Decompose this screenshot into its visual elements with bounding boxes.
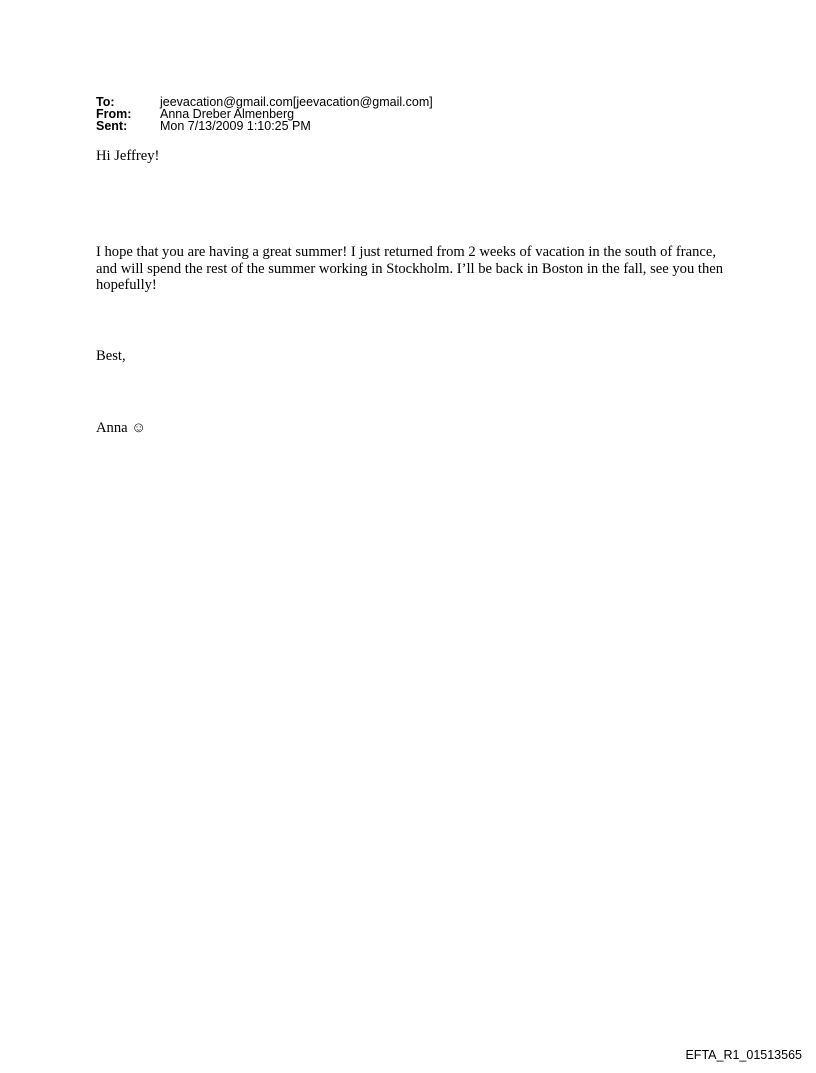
to-label: To: bbox=[96, 95, 115, 109]
email-message: I hope that you are having a great summer! I just returned from 2 weeks of vacation in the south of france, and will spend the rest of the summer working in Stockholm. I’ll be back in Boston in the fall, see you then hopefully! bbox=[96, 244, 724, 293]
email-greeting: Hi Jeffrey! bbox=[96, 148, 160, 164]
email-header bbox=[96, 96, 433, 132]
sent-label: Sent: bbox=[96, 119, 128, 133]
email-closing: Best, bbox=[96, 348, 126, 364]
from-label: From: bbox=[96, 107, 132, 121]
document-id: EFTA_R1_01513565 bbox=[685, 1048, 802, 1062]
header-row-sent bbox=[96, 120, 433, 132]
to-value: jeevacation@gmail.com[jeevacation@gmail.com] bbox=[160, 95, 433, 109]
from-value: Anna Dreber Almenberg bbox=[160, 107, 295, 121]
sent-value: Mon 7/13/2009 1:10:25 PM bbox=[160, 119, 311, 133]
email-signature: Anna ☺ bbox=[96, 420, 147, 436]
